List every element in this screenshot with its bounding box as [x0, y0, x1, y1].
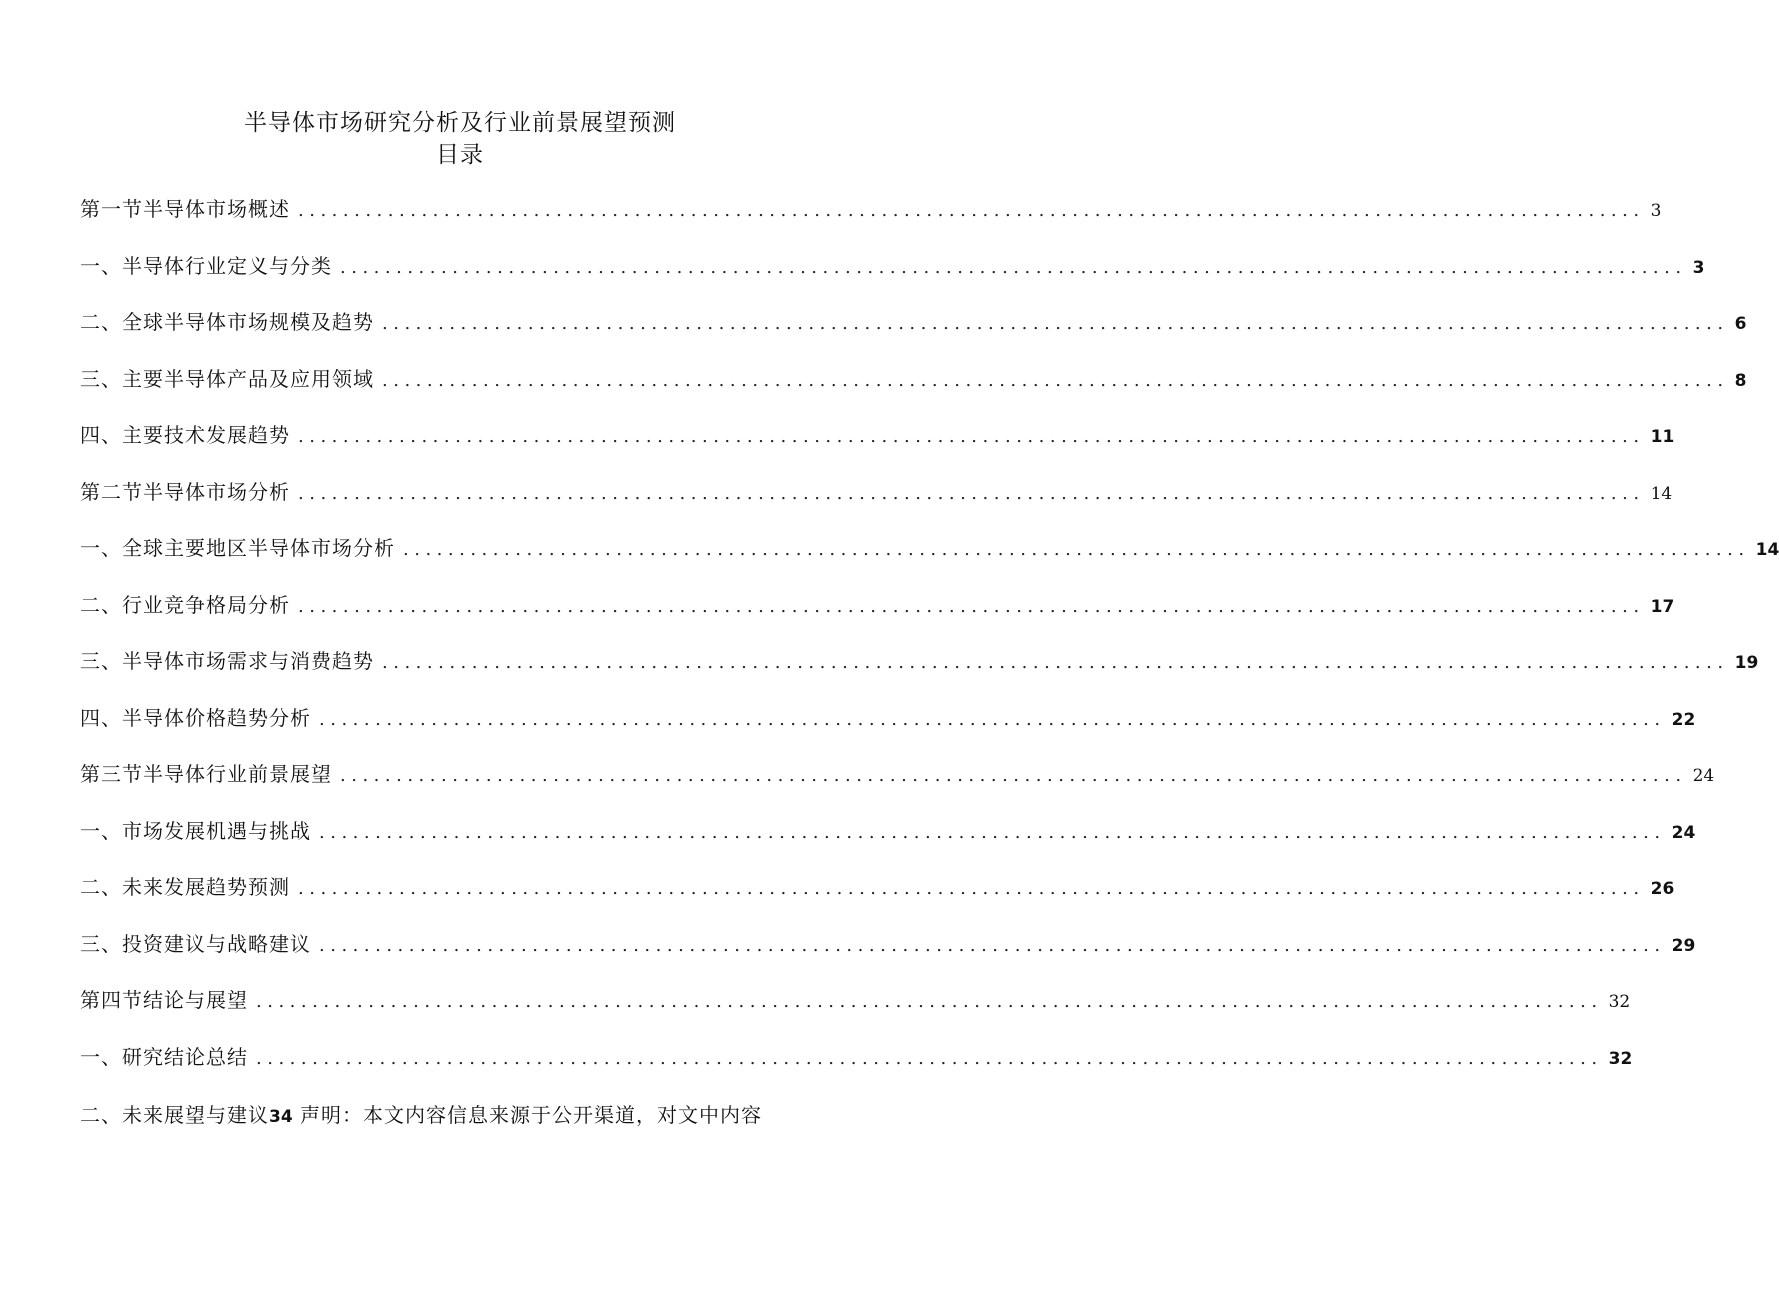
toc-section-entry[interactable] [80, 759, 1715, 816]
toc-entry-page: 29 [1671, 935, 1696, 956]
toc-entry-label: 一、半导体行业定义与分类 [80, 253, 332, 278]
toc-entry-label: 三、投资建议与战略建议 [80, 931, 311, 956]
toc-leader-dots: ........................................................................................................................ [382, 313, 1729, 334]
toc-entry-page: 17 [1650, 596, 1675, 617]
disclaimer-text: 声明：本文内容信息来源于公开渠道，对文中内容 [292, 1103, 763, 1127]
toc-entry-page: 14 [1650, 483, 1673, 504]
toc-leader-dots: ........................................................................................................................ [298, 595, 1645, 617]
toc-leader-dots: ........................................................................................................................ [319, 708, 1666, 730]
toc-entry-page: 24 [1671, 822, 1696, 843]
toc-entry-label: 一、研究结论总结 [80, 1044, 248, 1069]
toc-entry-page: 32 [1608, 1048, 1633, 1069]
document-title: 半导体市场研究分析及行业前景展望预测 [244, 110, 676, 136]
toc-entry[interactable] [80, 420, 1675, 477]
toc-leader-dots: ........................................................................................................................ [298, 426, 1645, 447]
toc-entry-label: 二、未来展望与建议 [80, 1103, 269, 1127]
toc-entry-page: 8 [1734, 370, 1747, 391]
toc-leader-dots: ........................................................................................................................ [319, 934, 1666, 956]
toc-entry-label: 第二节半导体市场分析 [80, 479, 290, 504]
toc-entry[interactable] [80, 364, 1747, 421]
toc-entry-page: 19 [1734, 653, 1759, 673]
toc-entry-page: 32 [1608, 992, 1631, 1012]
toc-entry-page: 24 [1692, 766, 1715, 786]
toc-entry[interactable] [80, 251, 1705, 308]
toc-entry-label: 二、未来发展趋势预测 [80, 875, 290, 899]
toc-leader-dots: ........................................................................................................................ [256, 1047, 1603, 1069]
toc-leader-dots: ........................................................................................................................ [256, 991, 1603, 1012]
toc-entry-page: 26 [1650, 879, 1675, 899]
toc-section-entry[interactable] [80, 194, 1662, 251]
toc-entry-label: 第三节半导体行业前景展望 [80, 762, 332, 786]
toc-leader-dots: ........................................................................................................................ [382, 652, 1729, 673]
toc-leader-dots: ........................................................................................................................ [340, 765, 1687, 786]
toc-entry-page: 34 [269, 1107, 293, 1127]
toc-entry[interactable] [80, 1042, 1633, 1099]
toc-entry-label: 一、市场发展机遇与挑战 [80, 818, 311, 843]
toc-leader-dots: ........................................................................................................................ [298, 482, 1645, 504]
toc-leader-dots: ........................................................................................................................ [319, 821, 1666, 843]
toc-entry-label: 二、行业竞争格局分析 [80, 592, 290, 617]
toc-entry-label: 二、全球半导体市场规模及趋势 [80, 310, 374, 334]
toc-entry-label: 第四节结论与展望 [80, 988, 248, 1012]
toc-heading: 目录 [436, 142, 484, 168]
toc-last-entry[interactable] [80, 1100, 840, 1132]
toc-entry-page: 11 [1650, 427, 1675, 447]
toc-section-entry[interactable] [80, 985, 1631, 1042]
toc-entry[interactable] [80, 703, 1696, 760]
toc-entry[interactable] [80, 929, 1696, 986]
toc-entry-page: 3 [1692, 257, 1705, 278]
toc-leader-dots: ........................................................................................................................ [298, 200, 1645, 221]
toc-entry-label: 一、全球主要地区半导体市场分析 [80, 536, 395, 560]
toc-entry[interactable] [80, 533, 1779, 590]
toc-entry[interactable] [80, 816, 1696, 873]
toc-leader-dots: ........................................................................................................................ [340, 256, 1687, 278]
toc-entry-page: 22 [1671, 709, 1696, 730]
toc-entry-page: 14 [1755, 540, 1779, 560]
toc-entry[interactable] [80, 307, 1747, 364]
toc-leader-dots: ........................................................................................................................ [382, 369, 1729, 391]
toc-entry[interactable] [80, 646, 1759, 703]
toc-entry-label: 三、半导体市场需求与消费趋势 [80, 649, 374, 673]
toc-leader-dots: ........................................................................................................................ [403, 539, 1750, 560]
toc-entry[interactable] [80, 872, 1675, 929]
toc-entry-label: 第一节半导体市场概述 [80, 197, 290, 221]
toc-entry-label: 四、半导体价格趋势分析 [80, 705, 311, 730]
toc-entry-label: 三、主要半导体产品及应用领域 [80, 366, 374, 391]
toc-entry[interactable] [80, 590, 1675, 647]
toc-section-entry[interactable] [80, 477, 1673, 534]
toc-entry-page: 3 [1650, 201, 1662, 221]
toc-leader-dots: ........................................................................................................................ [298, 878, 1645, 899]
toc-entry-page: 6 [1734, 314, 1747, 334]
toc-entry-label: 四、主要技术发展趋势 [80, 423, 290, 447]
table-of-contents [80, 194, 1779, 1098]
